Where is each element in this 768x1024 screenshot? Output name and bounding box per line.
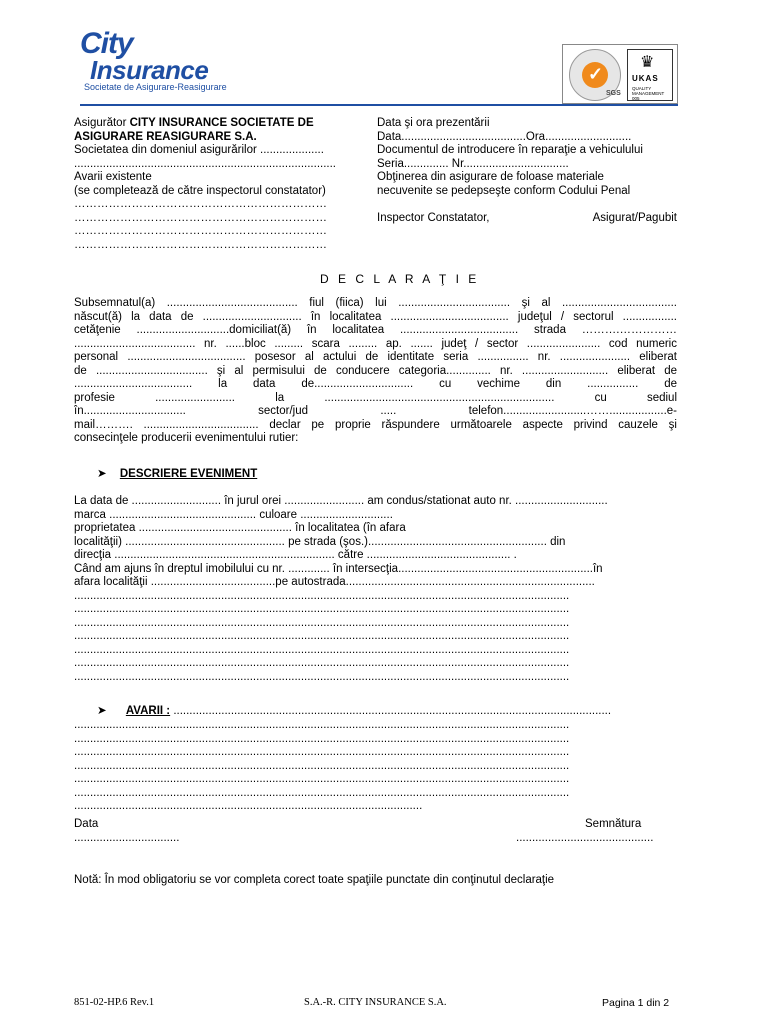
presentation-date-field[interactable]: Data.......................................Ora........................... xyxy=(377,130,632,143)
text-line[interactable]: cetăţenie .............................domiciliat(ă) în localitatea ..................................... strada ……….…………… xyxy=(74,324,677,336)
logo-name-bottom: Insurance xyxy=(90,55,209,85)
section-damage-heading xyxy=(74,705,677,719)
text-line[interactable]: proprietatea ................................................ în localitatea (în afara xyxy=(74,522,406,534)
text-line[interactable]: ........................................................................................................................................................... xyxy=(74,773,570,785)
text-line[interactable]: ........................................................................................................................................................... xyxy=(74,589,570,602)
existing-damage-field-4[interactable]: ………………………………………………………… xyxy=(74,238,327,251)
text-line[interactable]: Când am ajuns în dreptul imobilului cu nr. ............. în intersecţia.............................................................în xyxy=(74,562,603,575)
text-line[interactable]: ........................................................................................................................................................... xyxy=(74,719,570,731)
insurer-name-cont: ASIGURARE REASIGURARE S.A. xyxy=(74,130,257,143)
repair-document-field[interactable]: Seria.............. Nr................................. xyxy=(377,157,569,170)
signature-label: Semnătura xyxy=(585,818,642,830)
bullet-arrow-icon: ➤ xyxy=(97,468,107,480)
insurer-info-block xyxy=(74,117,364,252)
text-line[interactable]: ..................................... la data de............................... cu vechime din ................ de xyxy=(74,378,677,390)
section-event-heading xyxy=(97,466,257,480)
damage-field-first[interactable]: ......................................................................................................................................... xyxy=(170,705,612,717)
damage-body xyxy=(74,719,677,814)
penal-warning-1: Obţinerea din asigurare de foloase materiale xyxy=(377,171,604,183)
text-line[interactable]: ........................................................................................................................................................... xyxy=(74,643,570,656)
text-line[interactable]: ........................................................................................................................................................... xyxy=(74,759,570,772)
text-line[interactable]: ........................................................................................................................................................... xyxy=(74,732,570,745)
insurance-company-field-2[interactable]: .................................................................................. xyxy=(74,157,336,170)
sgs-label: SGS xyxy=(606,90,621,97)
text-line[interactable]: ........................................................................................................................................................... xyxy=(74,603,570,615)
footer-page-number: Pagina 1 din 2 xyxy=(602,997,670,1009)
section-event-title: DESCRIERE EVENIMENT xyxy=(119,468,258,480)
existing-damage-label: Avarii existente xyxy=(74,171,152,183)
text-line[interactable]: ........................................................................................................................................................... xyxy=(74,630,570,642)
existing-damage-field-2[interactable]: ………………………………………………………… xyxy=(74,211,327,224)
text-line[interactable]: consecinţele producerii evenimentului rutier: xyxy=(74,432,299,444)
insurer-name: CITY INSURANCE SOCIETATE DE xyxy=(129,117,314,129)
text-line[interactable]: în................................ sector/jud ..... telefon..........................……..................e- xyxy=(74,405,677,417)
text-line[interactable]: mail………. .................................... declar pe proprie răspundere următoarele aspecte privind cauzele şi xyxy=(74,418,677,431)
date-field[interactable]: ................................. xyxy=(74,832,180,844)
text-line[interactable]: afara localităţii .......................................pe autostrada.............................................................................. xyxy=(74,576,595,588)
text-line[interactable]: ........................................................................................................................................................... xyxy=(74,657,570,669)
declaration-body xyxy=(74,297,677,446)
repair-document-label: Documentul de introducere în reparaţie a vehiculului xyxy=(377,144,643,156)
date-label: Data xyxy=(74,818,99,830)
footer-company: S.A.-R. CITY INSURANCE S.A. xyxy=(304,997,447,1008)
declaration-title: D E C L A R A Ţ I E xyxy=(320,272,480,286)
certification-badges xyxy=(562,44,678,104)
penal-warning-2: necuvenite se pedepseşte conform Codului Penal xyxy=(377,184,631,197)
existing-damage-field-3[interactable]: ………………………………………………………… xyxy=(74,225,327,237)
ukas-mark-icon: ♛ UKAS QUALITY MANAGEMENT 005 xyxy=(627,49,673,101)
text-line[interactable]: localităţii) .................................................. pe strada (şos.)........................................................ din xyxy=(74,535,566,548)
section-damage-title: AVARII : xyxy=(125,705,171,717)
text-line[interactable]: La data de ............................ în jurul orei ......................... am condus/stationat auto nr. ............................. xyxy=(74,495,608,507)
text-line[interactable]: direcţia ..................................................................... către ............................................. . xyxy=(74,549,517,561)
insured-label: Asigurat/Pagubit xyxy=(592,212,677,224)
text-line[interactable]: născut(ă) la data de ............................... în localitatea ..................................... judeţul / sectorul ................. xyxy=(74,310,677,323)
ukas-label: UKAS xyxy=(632,74,659,83)
presentation-date-label: Data şi ora prezentării xyxy=(377,117,490,129)
insurance-company-field[interactable]: Societatea din domeniul asigurărilor .................... xyxy=(74,144,324,156)
text-line[interactable]: de ................................... şi al permisului de conducere categoria.............. nr. ........................... eliberat de xyxy=(74,364,677,377)
text-line[interactable]: ........................................................................................................................................................... xyxy=(74,670,570,683)
bullet-arrow-icon: ➤ xyxy=(97,705,107,717)
iso-seal-icon: ✓ SGS xyxy=(569,49,621,101)
footer-doc-code: 851-02-HP.6 Rev.1 xyxy=(74,997,155,1008)
text-line[interactable]: ........................................................................................................................................................... xyxy=(74,786,570,799)
text-line[interactable]: ...................................... nr. ......bloc ......... scara ......... ap. ....... judeţ / sector ....................... cod numeric xyxy=(74,337,677,350)
insurer-prefix: Asigurător xyxy=(74,117,130,129)
signature-field[interactable]: ........................................... xyxy=(516,832,654,844)
ukas-sublabel: QUALITY MANAGEMENT 005 xyxy=(632,86,665,101)
header-rule xyxy=(80,104,678,106)
logo-name-top: City xyxy=(80,27,133,60)
company-logo xyxy=(80,27,280,100)
inspector-label: Inspector Constatator, xyxy=(377,212,490,224)
text-line[interactable]: ........................................................................................................................................................... xyxy=(74,616,570,629)
presentation-info-block xyxy=(377,117,677,226)
text-line[interactable]: ............................................................................................................. xyxy=(74,800,423,812)
text-line[interactable]: ........................................................................................................................................................... xyxy=(74,746,570,758)
text-line[interactable]: Subsemnatul(a) ......................................... fiul (fiica) lui ................................... şi al .................................... xyxy=(74,297,677,309)
text-line[interactable]: profesie ......................... la ........................................................................ cu sediul xyxy=(74,391,677,404)
text-line[interactable]: marca .............................................. culoare ............................. xyxy=(74,508,393,521)
text-line[interactable]: personal ..................................... posesor al actului de identitate seria ................ nr. ...................... eliberat xyxy=(74,351,677,363)
event-description-body xyxy=(74,495,677,684)
mandatory-note: Notă: În mod obligatoriu se vor completa corect toate spaţiile punctate din conţinutul declaraţie xyxy=(74,874,555,886)
existing-damage-note: (se completează de către inspectorul constatator) xyxy=(74,184,326,197)
existing-damage-field-1[interactable]: ………………………………………………………… xyxy=(74,198,327,210)
logo-tagline: Societate de Asigurare-Reasigurare xyxy=(84,82,227,92)
